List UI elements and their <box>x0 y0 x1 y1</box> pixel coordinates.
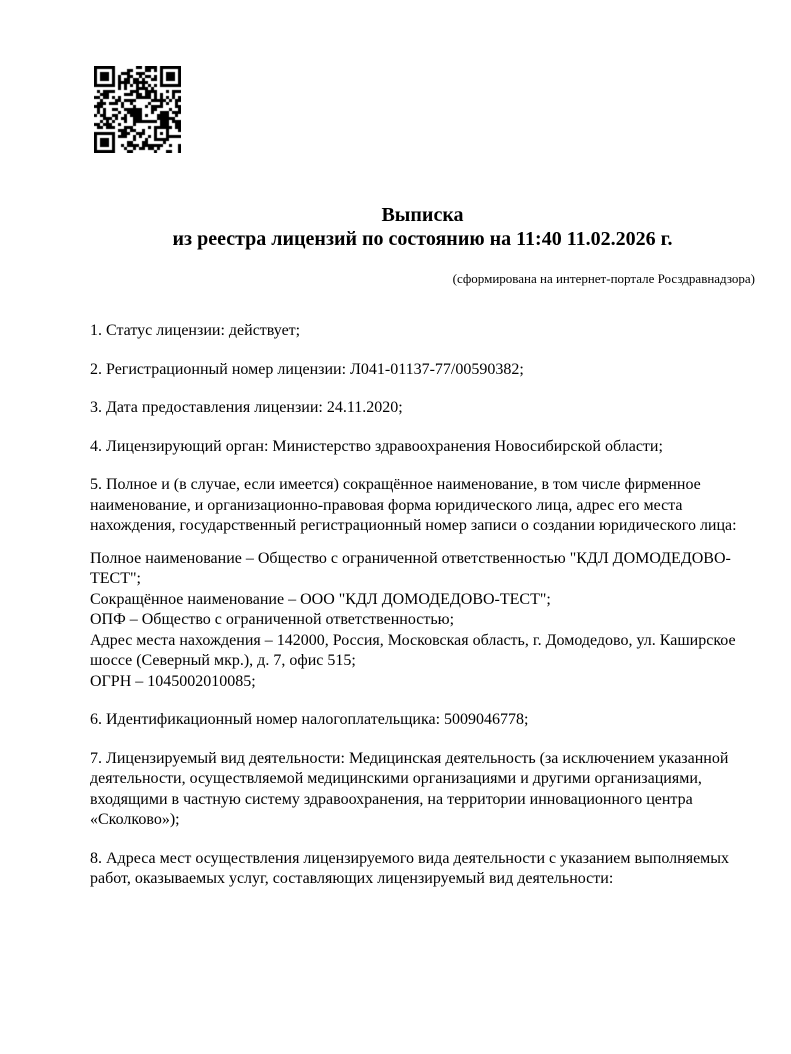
item-licensed-activity: 7. Лицензируемый вид деятельности: Медицинская деятельность (за исключением указанной деятельности, осуществляемой медицинскими организациями и другими организациями, входящими в частную систему здравоохранения, на территории инновационного центра «Сколково»); <box>90 749 729 828</box>
item-inn: 6. Идентификационный номер налогоплательщика: 5009046778; <box>90 711 529 728</box>
document-title <box>90 204 755 251</box>
item-grant-date: 3. Дата предоставления лицензии: 24.11.2020; <box>90 399 403 416</box>
formation-note: (сформирована на интернет-портале Росздравнадзора) <box>452 271 755 286</box>
qr-code <box>94 66 181 153</box>
org-full-name: Полное наименование – Общество с ограниченной ответственностью "КДЛ ДОМОДЕДОВО-ТЕСТ"; <box>90 549 731 587</box>
item-registration-number: 2. Регистрационный номер лицензии: Л041-01137-77/00590382; <box>90 360 524 378</box>
title-line-2: из реестра лицензий по состоянию на 11:40 11.02.2026 г. <box>172 227 673 250</box>
org-ogrn: ОГРН – 1045002010085; <box>90 672 256 690</box>
org-details-block <box>90 549 755 693</box>
item-org-names-heading: 5. Полное и (в случае, если имеется) сокращённое наименование, в том числе фирменное наименование, и организационно-правовая форма юридического лица, адрес его места нахождения, государственный регистрационный номер записи о создании юридического лица: <box>90 476 737 534</box>
item-activity-addresses: 8. Адреса мест осуществления лицензируемого вида деятельности с указанием выполняемых работ, оказываемых услуг, составляющих лицензируемый вид деятельности: <box>90 849 730 887</box>
org-legal-form: ОПФ – Общество с ограниченной ответственностью; <box>90 611 455 628</box>
org-address: Адрес места нахождения – 142000, Россия, Московская область, г. Домодедово, ул. Каширское шоссе (Северный мкр.), д. 7, офис 515; <box>90 631 736 669</box>
title-line-1: Выписка <box>381 204 464 226</box>
org-short-name: Сокращённое наименование – ООО "КДЛ ДОМОДЕДОВО-ТЕСТ"; <box>90 590 551 608</box>
item-license-status: 1. Статус лицензии: действует; <box>90 322 301 339</box>
item-licensing-authority: 4. Лицензирующий орган: Министерство здравоохранения Новосибирской области; <box>90 437 663 455</box>
document-content <box>90 204 755 908</box>
